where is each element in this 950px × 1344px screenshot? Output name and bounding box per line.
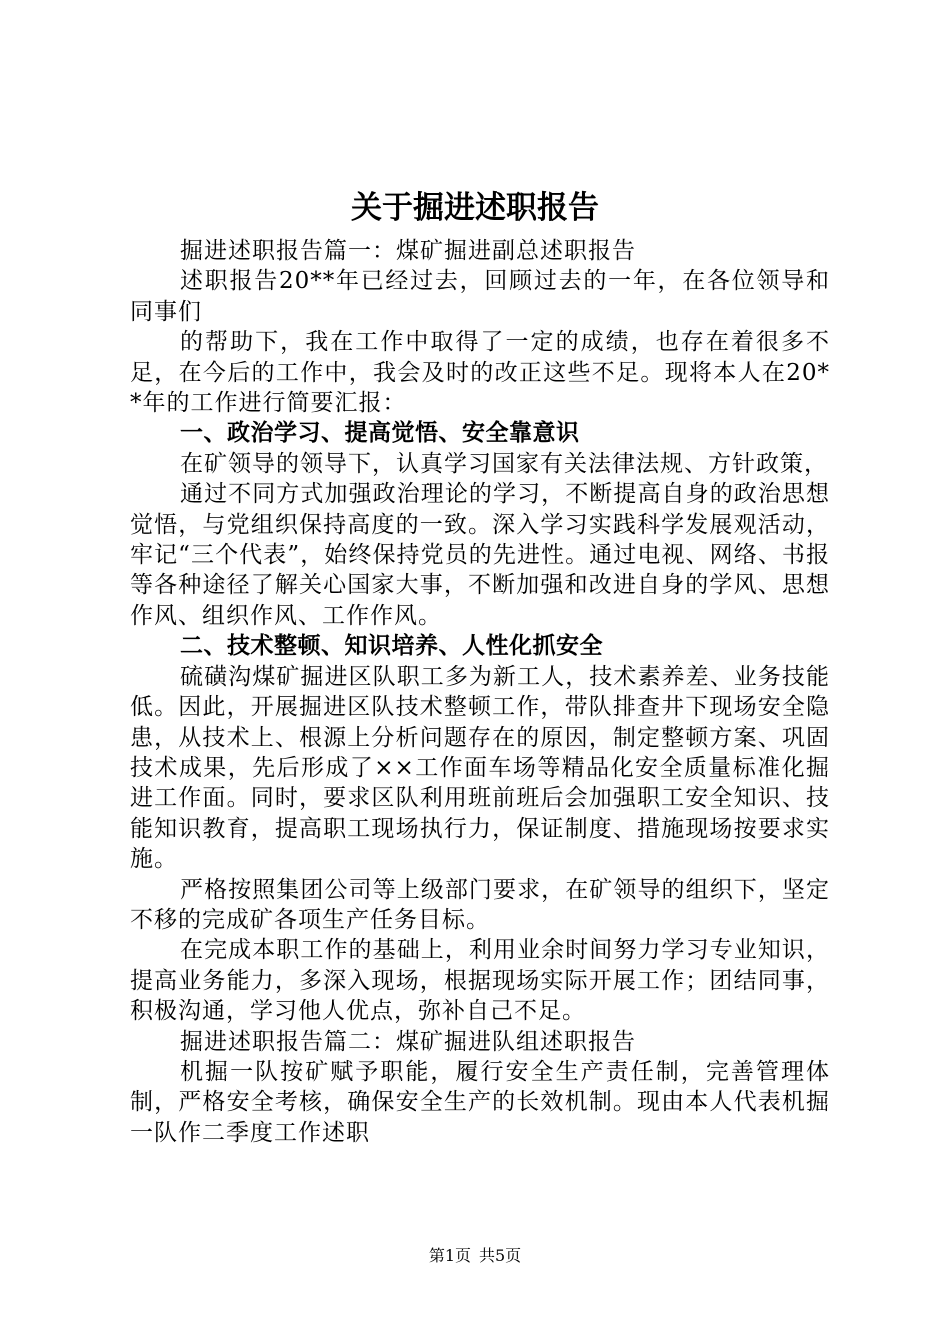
paragraph: 掘进述职报告篇二：煤矿掘进队组述职报告 xyxy=(180,1028,636,1055)
paragraph: 机掘一队按矿赋予职能，履行安全生产责任制，完善管理体制，严格安全考核，确保安全生产的长效机制。现由本人代表机掘一队作二季度工作述职 xyxy=(130,1058,830,1146)
paragraph: 在完成本职工作的基础上，利用业余时间努力学习专业知识，提高业务能力，多深入现场，根据现场实际开展工作；团结同事，积极沟通，学习他人优点，弥补自己不足。 xyxy=(130,937,830,1025)
section-heading: 二、技术整顿、知识培养、人性化抓安全 xyxy=(180,632,603,660)
paragraph: 硫磺沟煤矿掘进区队职工多为新工人，技术素养差、业务技能低。因此，开展掘进区队技术整顿工作，带队排查井下现场安全隐患，从技术上、根源上分析问题存在的原因，制定整顿方案、巩固技术成果，先后形成了××工作面车场等精品化安全质量标准化掘进工作面。同时，要求区队利用班前班后会加强职工安全知识、技能知识教育，提高职工现场执行力，保证制度、措施现场按要求实施。 xyxy=(130,663,830,873)
page-total: 共5页 xyxy=(479,1246,522,1265)
paragraph: 掘进述职报告篇一：煤矿掘进副总述职报告 xyxy=(180,238,636,264)
paragraph: 的帮助下，我在工作中取得了一定的成绩，也存在着很多不足，在今后的工作中，我会及时的改正这些不足。现将本人在20**年的工作进行简要汇报： xyxy=(130,329,830,417)
paragraph: 通过不同方式加强政治理论的学习，不断提高自身的政治思想觉悟，与党组织保持高度的一致。深入学习实践科学发展观活动，牢记“三个代表”，始终保持党员的先进性。通过电视、网络、书报等各种途径了解关心国家大事，不断加强和改进自身的学风、思想作风、组织作风、工作作风。 xyxy=(130,481,830,629)
document-title: 关于掘进述职报告 xyxy=(351,190,599,226)
page-footer xyxy=(0,1246,950,1266)
document-body xyxy=(130,236,830,1148)
page-number: 第1页 xyxy=(428,1246,471,1265)
section-heading: 一、政治学习、提高觉悟、安全靠意识 xyxy=(180,419,580,447)
paragraph: 在矿领导的领导下，认真学习国家有关法律法规、方针政策， xyxy=(180,450,828,477)
paragraph: 严格按照集团公司等上级部门要求，在矿领导的组织下，坚定不移的完成矿各项生产任务目标。 xyxy=(130,876,830,933)
paragraph: 述职报告20**年已经过去，回顾过去的一年，在各位领导和同事们 xyxy=(130,268,830,325)
